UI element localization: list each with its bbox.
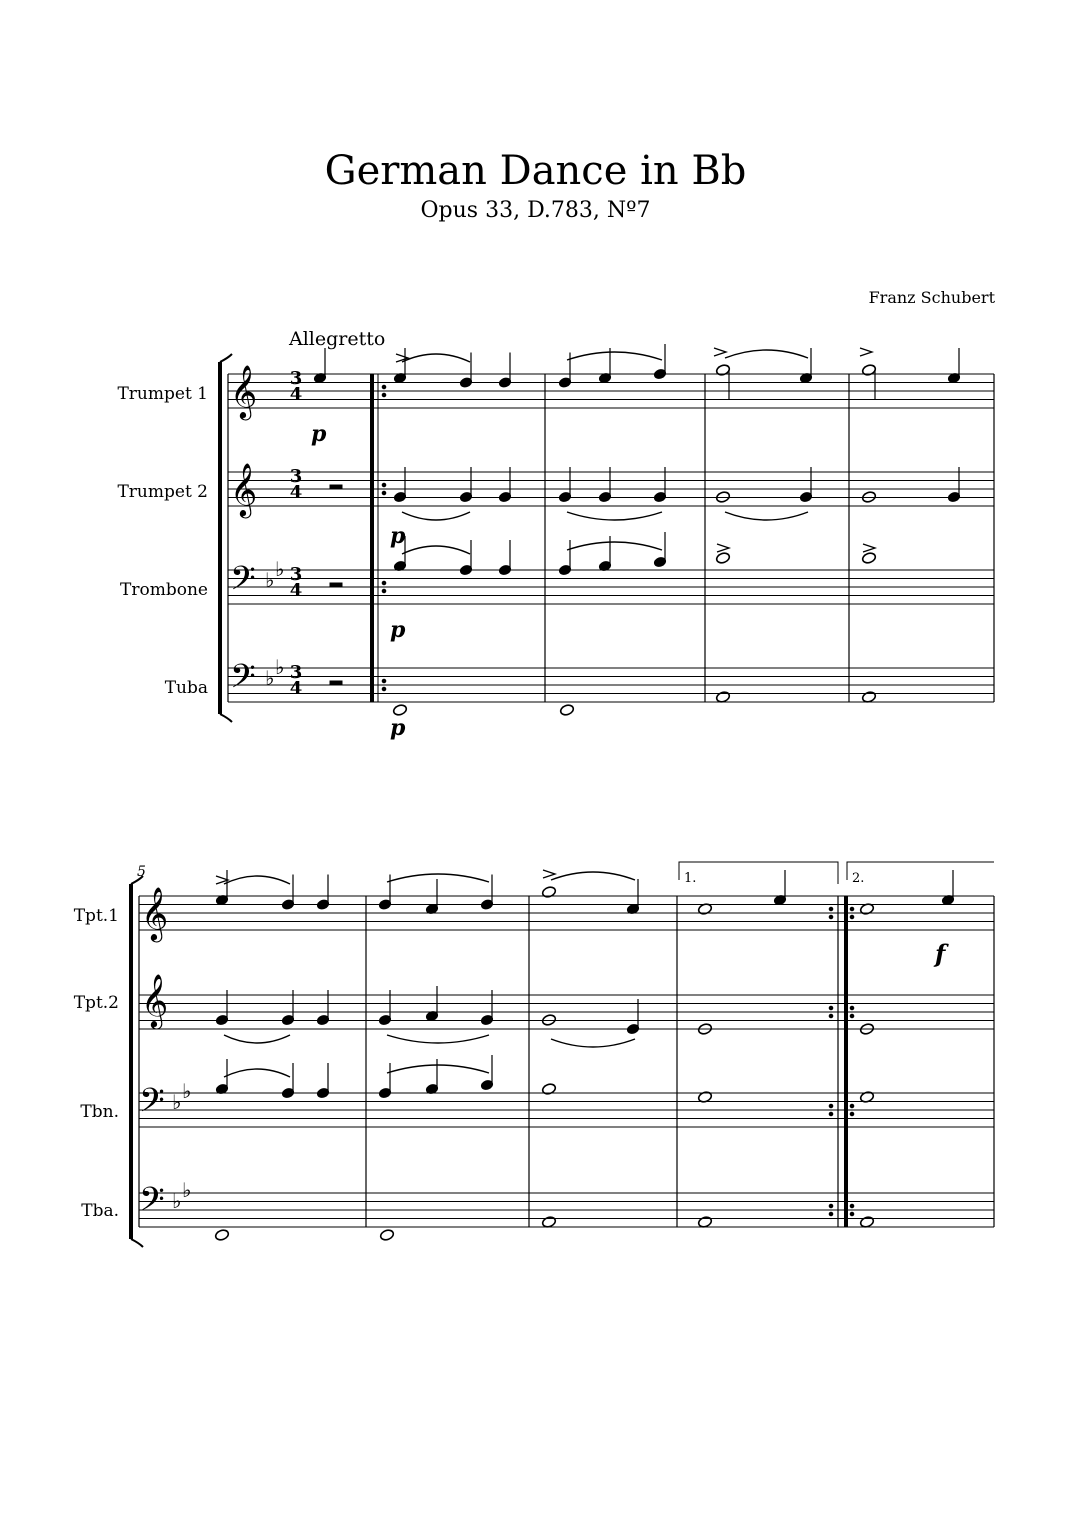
repeat-dot: [382, 687, 386, 691]
instrument-label: Trumpet 2: [117, 482, 208, 502]
repeat-dot: [382, 483, 386, 487]
volta-bracket: [679, 862, 838, 884]
slur: [387, 1065, 489, 1073]
dynamic-marking: p: [311, 421, 327, 447]
composer-name: Franz Schubert: [868, 288, 995, 307]
dynamic-marking: p: [390, 523, 406, 549]
repeat-dot: [382, 679, 386, 683]
bar-rest: [330, 485, 342, 489]
instrument-label: Tpt.2: [73, 993, 119, 1013]
slur: [224, 1069, 290, 1077]
score-subtitle: Opus 33, D.783, Nº7: [420, 198, 651, 223]
repeat-dot: [829, 1112, 833, 1116]
repeat-dot: [829, 1014, 833, 1018]
svg-text:4: 4: [289, 580, 303, 601]
bracket-bottom: [220, 714, 232, 722]
volta-label: 2.: [852, 871, 865, 886]
svg-text:4: 4: [289, 482, 303, 503]
note-head-half: [861, 364, 876, 377]
slur: [402, 546, 470, 554]
svg-text:3: 3: [289, 662, 303, 683]
treble-clef-icon: 𝄞: [141, 886, 169, 940]
svg-text:♭: ♭: [172, 1090, 182, 1114]
slur: [551, 872, 635, 880]
svg-text:♭: ♭: [265, 568, 275, 592]
note-head-half: [214, 1229, 229, 1242]
slur: [725, 512, 808, 520]
bracket-top: [220, 354, 232, 362]
slur: [567, 352, 662, 360]
tempo-marking: Allegretto: [289, 328, 386, 350]
slur: [387, 1035, 489, 1043]
dynamic-marking: f: [935, 939, 946, 968]
svg-text:♭: ♭: [275, 557, 285, 581]
repeat-dot: [850, 1014, 854, 1018]
accent-mark: [863, 544, 875, 552]
volta-bracket: [847, 862, 994, 880]
dynamic-marking: p: [390, 617, 406, 643]
svg-text:3: 3: [289, 368, 303, 389]
repeat-dot: [850, 1204, 854, 1208]
slur: [402, 512, 470, 520]
treble-clef-icon: 𝄞: [141, 973, 169, 1027]
svg-text:4: 4: [289, 384, 303, 405]
accent-mark: [543, 870, 555, 878]
note-head-half: [715, 552, 730, 565]
repeat-dot: [382, 393, 386, 397]
svg-text:♭: ♭: [182, 1178, 192, 1202]
repeat-dot: [829, 907, 833, 911]
instrument-label: Tuba: [164, 678, 208, 698]
repeat-dot: [850, 1006, 854, 1010]
repeat-dot: [850, 1112, 854, 1116]
bracket-bottom: [131, 1239, 143, 1247]
repeat-dot: [829, 915, 833, 919]
svg-text:4: 4: [289, 678, 303, 699]
repeat-dot: [382, 385, 386, 389]
repeat-dot: [850, 915, 854, 919]
slur: [387, 874, 489, 882]
note-head-half: [715, 364, 730, 377]
svg-text:♭: ♭: [265, 666, 275, 690]
slur: [224, 876, 290, 884]
svg-text:3: 3: [289, 564, 303, 585]
bass-clef-icon: 𝄢: [230, 560, 256, 606]
svg-text:3: 3: [289, 466, 303, 487]
repeat-dot: [382, 581, 386, 585]
repeat-dot: [850, 907, 854, 911]
slur: [402, 354, 470, 362]
score-title: German Dance in Bb: [324, 148, 747, 194]
repeat-dot: [382, 589, 386, 593]
bass-clef-icon: 𝄢: [230, 658, 256, 704]
repeat-dot: [829, 1104, 833, 1108]
slur: [567, 512, 662, 520]
repeat-dot: [829, 1212, 833, 1216]
svg-text:♭: ♭: [172, 1189, 182, 1213]
instrument-label: Trombone: [120, 580, 208, 600]
note-head-half: [379, 1229, 394, 1242]
treble-clef-icon: 𝄞: [230, 462, 258, 516]
treble-clef-icon: 𝄞: [230, 364, 258, 418]
repeat-dot: [382, 491, 386, 495]
measure-number: 5: [137, 864, 146, 880]
svg-text:♭: ♭: [182, 1079, 192, 1103]
volta-label: 1.: [684, 871, 697, 886]
repeat-dot: [850, 1212, 854, 1216]
instrument-label: Trumpet 1: [117, 384, 208, 404]
accent-mark: [717, 544, 729, 552]
slur: [551, 1039, 635, 1047]
instrument-label: Tbn.: [80, 1102, 119, 1122]
slur: [224, 1035, 290, 1043]
repeat-dot: [850, 1104, 854, 1108]
bass-clef-icon: 𝄢: [139, 1082, 165, 1128]
instrument-label: Tpt.1: [73, 906, 119, 926]
note-head-half: [541, 1083, 556, 1096]
accent-mark: [714, 348, 726, 356]
bar-rest: [330, 583, 342, 587]
note-head-half: [541, 886, 556, 899]
slur: [567, 542, 662, 550]
repeat-dot: [829, 1006, 833, 1010]
note-head-half: [559, 704, 574, 717]
instrument-label: Tba.: [81, 1201, 119, 1221]
repeat-dot: [829, 1204, 833, 1208]
time-signature: [290, 368, 303, 699]
svg-text:♭: ♭: [275, 655, 285, 679]
bass-clef-icon: 𝄢: [139, 1181, 165, 1227]
note-head-half: [861, 552, 876, 565]
dynamic-marking: p: [390, 715, 406, 741]
slur: [725, 350, 808, 358]
accent-mark: [860, 348, 872, 356]
bar-rest: [330, 681, 342, 685]
